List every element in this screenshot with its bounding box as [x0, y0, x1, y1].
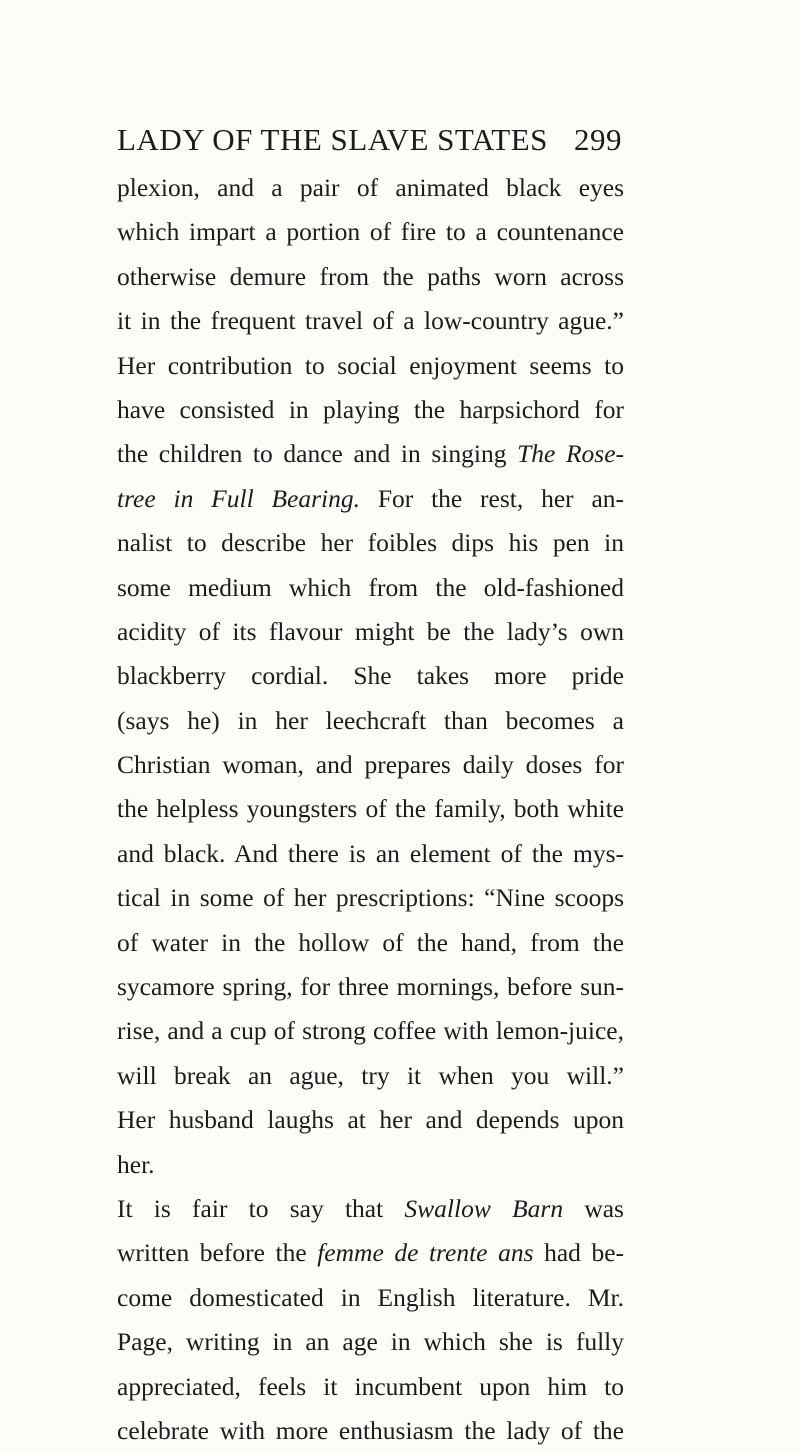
- text-line: of water in the hollow of the hand, from the: [117, 927, 624, 957]
- page-number: 299: [574, 122, 622, 157]
- running-title: LADY OF THE SLAVE STATES: [117, 122, 548, 157]
- text-line: the helpless youngsters of the family, both white: [117, 794, 624, 824]
- italic-title: Swallow Barn: [404, 1193, 564, 1223]
- text-line: and black. And there is an element of the mys-: [117, 838, 624, 868]
- text-line: celebrate with more enthusiasm the lady of the: [117, 1415, 624, 1445]
- text-line: Christian woman, and prepares daily doses for: [117, 750, 624, 780]
- body-text: [117, 166, 624, 1453]
- text-line: otherwise demure from the paths worn across: [117, 261, 624, 291]
- text-line: It is fair to say that Swallow Barn was: [117, 1193, 624, 1223]
- text-line: appreciated, feels it incumbent upon him to: [117, 1371, 624, 1401]
- italic-title: tree in Full Bearing.: [117, 483, 361, 513]
- text-line: her.: [117, 1149, 155, 1179]
- text-line: tical in some of her prescriptions: “Nine scoops: [117, 883, 624, 913]
- text-line: Page, writing in an age in which she is fully: [117, 1327, 624, 1357]
- text-line: will break an ague, try it when you will.”: [117, 1060, 624, 1090]
- text-line: have consisted in playing the harpsichord for: [117, 394, 624, 424]
- text-line: rise, and a cup of strong coffee with lemon-juice,: [117, 1016, 624, 1046]
- text-line: sycamore spring, for three mornings, before sun-: [117, 972, 624, 1002]
- running-head: [117, 112, 622, 158]
- italic-title: The Rose-: [517, 439, 625, 469]
- text-line: some medium which from the old-fashioned: [117, 572, 624, 602]
- text-line: Her husband laughs at her and depends upon: [117, 1105, 624, 1135]
- text-line: written before the femme de trente ans had be-: [117, 1238, 625, 1268]
- text-line: which impart a portion of fire to a countenance: [117, 217, 624, 247]
- text-line: come domesticated in English literature. Mr.: [117, 1282, 624, 1312]
- text-line: nalist to describe her foibles dips his pen in: [117, 528, 624, 558]
- text-line: blackberry cordial. She takes more pride: [117, 661, 624, 691]
- text-line: (says he) in her leechcraft than becomes a: [117, 705, 624, 735]
- text-line: the children to dance and in singing The Rose-: [117, 439, 625, 469]
- text-line: acidity of its flavour might be the lady’s own: [117, 616, 624, 646]
- text-line: plexion, and a pair of animated black eyes: [117, 173, 624, 202]
- italic-phrase: femme de trente ans: [317, 1238, 534, 1268]
- text-line: Her contribution to social enjoyment seems to: [117, 350, 624, 380]
- text-line: it in the frequent travel of a low-country ague.”: [117, 306, 624, 336]
- text-line: tree in Full Bearing. For the rest, her an-: [117, 483, 625, 513]
